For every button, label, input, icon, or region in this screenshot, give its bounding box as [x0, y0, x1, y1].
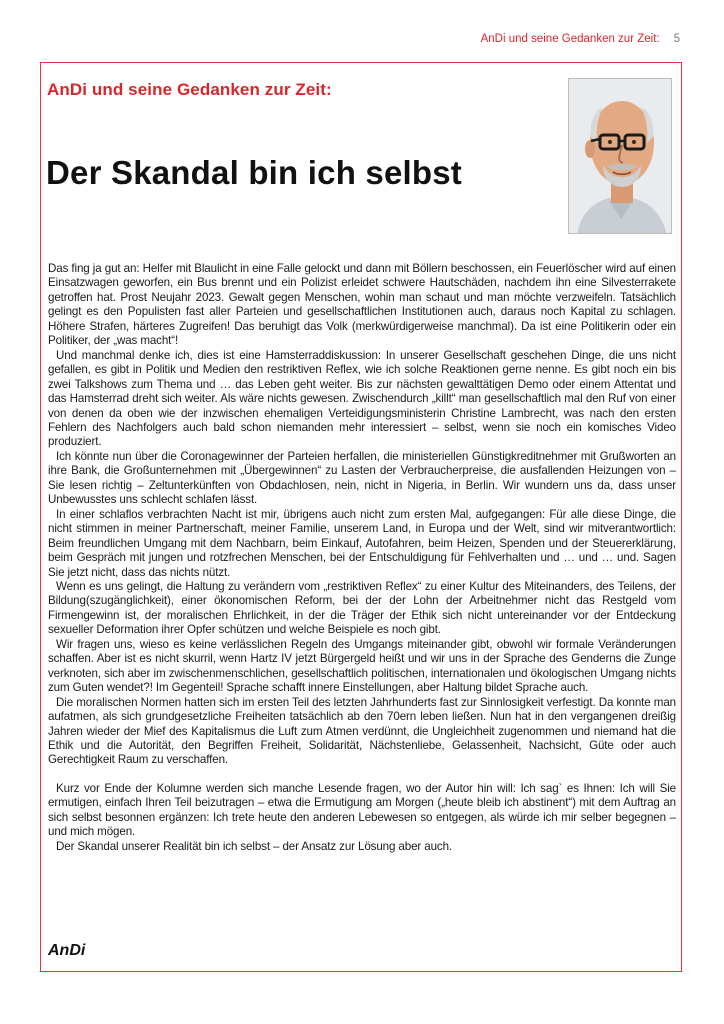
paragraph: Wenn es uns gelingt, die Haltung zu verändern vom „restriktiven Reflex“ zu einer Kultur des Miteinanders, des Teilens, der Bildung(szugänglichkeit), einer ökonomischen Reform, bei der der Lohn der Arbeitnehmer nicht das Restgeld vom Firmengewinn ist, der moralischen Ehrlichkeit, in der die Träger der Ethik sich nicht untereinander vor der Entdeckung sexueller Deformation ihrer Opfer schützen und welche Beispiele es noch gibt.	[48, 579, 676, 637]
author-signature: AnDi	[48, 942, 86, 959]
paragraph: Und manchmal denke ich, dies ist eine Hamsterraddiskussion: In unserer Gesellschaft geschehen Dinge, die uns nicht gefallen, es gibt in Politik und Medien den restriktiven Reflex, wie ich solche Reaktionen gerne nenne. Es gibt noch ein bis zwei Talkshows zum Thema und … das Leben geht weiter. Bis zur nächsten gewalttätigen Demo oder einem Attentat und das Hamsterrad dreht sich weiter. Als wäre nichts gewesen. Zwischendurch „killt“ man gesellschaftlich mal den Ruf von einer von denen da oben wie der inzwischen ehemaligen Verteidigungsministerin Christine Lambrecht, was nach den ersten Fehlern des Nachfolgers auch bald schon niemanden mehr interessiert – selbst, wenn sie noch ein komisches Video produziert.	[48, 348, 676, 449]
paragraph: In einer schlaflos verbrachten Nacht ist mir, übrigens auch nicht zum ersten Mal, aufgegangen: Für alle diese Dinge, die nicht stimmen in meiner Partnerschaft, meiner Familie, unserem Land, in Europa und der Welt, sind wir mitverantwortlich: Beim freundlichen Umgang mit dem Nachbarn, beim Einkauf, Autofahren, beim Heizen, Spenden und der Steuererklärung, beim Gespräch mit jungen und rotzfrechen Menschen, bei der Entschuldigung für Fehlverhalten und … und … und. Sagen Sie jetzt nicht, dass das nichts nützt.	[48, 507, 676, 579]
paragraph: Kurz vor Ende der Kolumne werden sich manche Lesende fragen, wo der Autor hin will: Ich sag` es Ihnen: Ich will Sie ermutigen, einfach Ihren Teil beizutragen – etwa die Ermutigung am Morgen („heute bleib ich abstinent“) mit dem Auftrag an sich selbst besonnen ergänzen: Ich trete heute den anderen Lebewesen so entgegen, als würde ich mir selber begegnen – und mich mögen.	[48, 781, 676, 839]
paragraph: Der Skandal unserer Realität bin ich selbst – der Ansatz zur Lösung aber auch.	[56, 839, 453, 853]
paragraph: Die moralischen Normen hatten sich im ersten Teil des letzten Jahrhunderts fast zur Sinnlosigkeit verfestigt. Da konnte man aufatmen, als sich grundgesetzliche Freiheiten tatsächlich ab den 70ern leben ließen. Nun hat in den vergangenen dreißig Jahren wieder der Mief des Kapitalismus die Luft zum Atmen verdünnt, die Ungleichheit zugenommen und niemand hat die Ethik und die Autorität, den Begriffen Freiheit, Solidarität, Nächstenliebe, Gelassenheit, Nachsicht, Güte oder auch Gerechtigkeit Raum zu verschaffen.	[48, 695, 676, 767]
running-head	[481, 33, 680, 45]
running-head-title: AnDi und seine Gedanken zur Zeit:	[480, 33, 660, 45]
paragraph: Ich könnte nun über die Coronagewinner der Parteien herfallen, die ministeriellen Günstigkreditnehmer mit Grußworten an ihre Bank, die Großunternehmen mit „Übergewinnen“ zu Lasten der Verbraucherpreise, die ausfallenden Heizungen von – Sie lesen richtig – Zeltunterkünften von Obdachlosen, nein, nicht in Nigeria, in Berlin. Wir wundern uns da, dass unser Unbewusstes uns schlecht schlafen lässt.	[48, 449, 676, 507]
paragraph: Das fing ja gut an: Helfer mit Blaulicht in eine Falle gelockt und dann mit Böllern beschossen, ein Feuerlöscher wird auf einen Einsatzwagen geworfen, ein Bus brennt und ein Polizist erleidet schwere Hautschäden, nachdem ihn eine Silvesterrakete getroffen hat. Prost Neujahr 2023. Gewalt gegen Menschen, wohin man schaut und man möchte verzweifeln. Tatsächlich gelingt es den Populisten fast aller Parteien und gesellschaftlichen Institutionen auch, daraus noch Kapital zu schlagen. Höhere Strafen, härteres Zugreifen! Das beruhigt das Volk (merkwürdigerweise manchmal). Da ist eine Politikerin oder ein Politiker, der „was macht“!	[48, 262, 676, 348]
page-number: 5	[673, 33, 680, 45]
article-headline: Der Skandal bin ich selbst	[46, 154, 462, 191]
article-body	[48, 262, 676, 854]
author-portrait-icon	[568, 78, 672, 234]
paragraph: Wir fragen uns, wieso es keine verlässlichen Regeln des Umgangs miteinander gibt, obwohl wir formale Veränderungen schaffen. Aber ist es nicht skurril, wenn Hartz IV jetzt Bürgergeld heißt und wir uns in der Sprache des Genderns die Zunge verknoten, sich aber im zwischenmenschlichen, gesellschaftlich politischen, internationalen und ökologischen Umgang nichts zum Guten wendet?! Im Gegenteil! Sprache schafft innere Einstellungen, aber Haltung bildet Sprache auch.	[48, 637, 676, 695]
column-title: AnDi und seine Gedanken zur Zeit:	[47, 80, 332, 99]
